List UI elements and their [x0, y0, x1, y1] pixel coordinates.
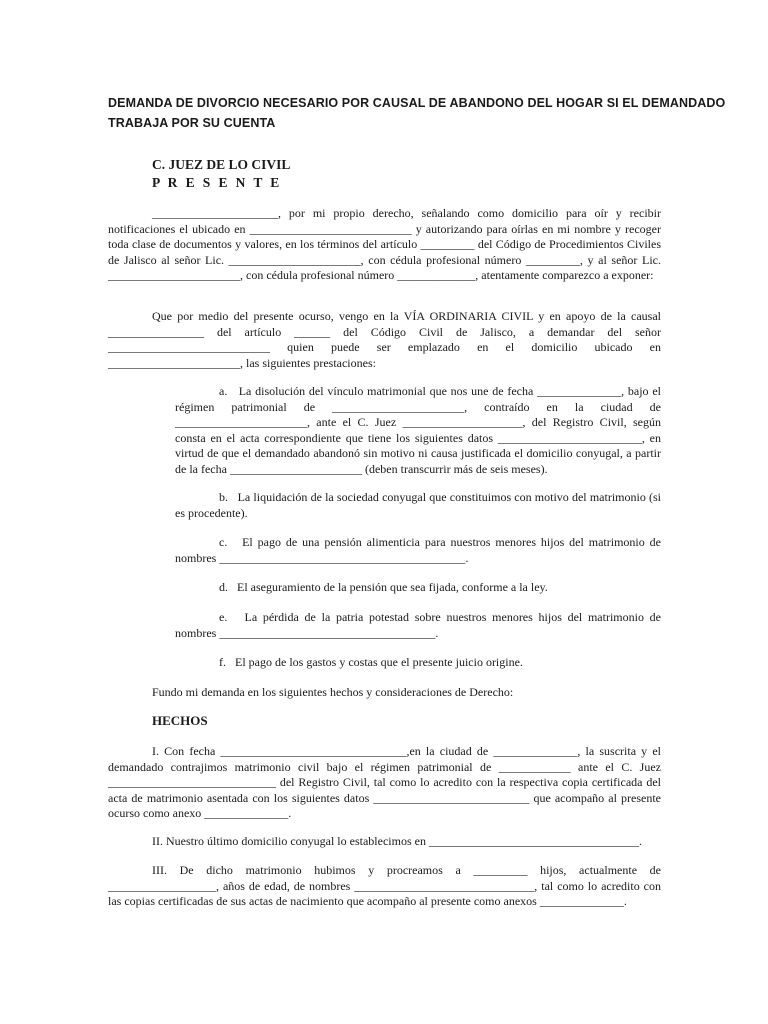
hecho-paragraph: III. De dicho matrimonio hubimos y procreamos a _________ hijos, actualmente de __________________, años de edad, de nombres ______________________________, tal como lo acredito con las copias certificadas de sus actas de nacimiento que acompaño al presente como anexos ______________.	[108, 863, 661, 908]
item-marker: d.	[219, 580, 228, 594]
fundo-paragraph: Fundo mi demanda en los siguientes hechos y consideraciones de Derecho:	[152, 685, 514, 699]
item-text: El aseguramiento de la pensión que sea fijada, conforme a la ley.	[237, 580, 548, 594]
item-text: El pago de los gastos y costas que el presente juicio origine.	[235, 655, 523, 669]
addressee: C. JUEZ DE LO CIVIL	[152, 157, 291, 172]
intro-paragraph: _____________________, por mi propio derecho, señalando como domicilio para oír y recibir notificaciones el ubicado en ___________________________ y autorizando para oírlas en mi nombre y recoger toda clase de documentos y valores, en los términos del artículo _________ del Código de Procedimientos Civiles de Jalisco al señor Lic. ______________________, con cédula profesional número _________, y al señor Lic. ______________________, con cédula profesional número _____________, atentamente comparezco a exponer:	[108, 206, 661, 282]
list-item	[175, 580, 661, 596]
present-label: P R E S E N T E	[152, 175, 282, 190]
hecho-paragraph: I. Con fecha _______________________________,en la ciudad de ______________, la suscrita y el demandado contrajimos matrimonio civil bajo el régimen patrimonial de ____________ ante el C. Juez ____________________________ del Registro Civil, tal como lo acredito con la respectiva copia certificada del acta de matrimonio asentada con los siguientes datos __________________________ que acompaño al presente ocurso como anexo ______________.	[108, 744, 661, 820]
hechos-heading: HECHOS	[152, 713, 208, 728]
item-marker: e.	[219, 610, 228, 624]
list-item	[175, 490, 661, 521]
item-marker: a.	[219, 384, 228, 398]
item-marker: b.	[219, 490, 228, 504]
petition-paragraph: Que por medio del presente ocurso, vengo en la VÍA ORDINARIA CIVIL y en apoyo de la causal ________________ del artículo ______ del Código Civil de Jalisco, a demandar del señor ___________________________ quien puede ser emplazado en el domicilio ubicado en ______________________, las siguientes prestaciones:	[108, 309, 661, 370]
title-line-2: TRABAJA POR SU CUENTA	[108, 116, 276, 130]
item-text: La pérdida de la patria potestad sobre nuestros menores hijos del matrimonio de nombres ____________________________________.	[175, 610, 661, 640]
title-line-1: DEMANDA DE DIVORCIO NECESARIO POR CAUSAL DE ABANDONO DEL HOGAR SI EL DEMANDADO	[108, 96, 726, 110]
list-item	[175, 535, 661, 566]
item-text: El pago de una pensión alimenticia para nuestros menores hijos del matrimonio de nombres _________________________________________.	[175, 535, 662, 565]
list-item	[175, 384, 661, 477]
list-item	[175, 610, 661, 641]
item-text: La liquidación de la sociedad conyugal que constituimos con motivo del matrimonio (si es procedente).	[175, 490, 662, 520]
list-item	[175, 655, 661, 671]
item-text: La disolución del vínculo matrimonial que nos une de fecha ______________, bajo el régimen patrimonial de ______________________, contraído en la ciudad de ______________________, ante el C. Juez ____________________, del Registro Civil, según consta en el acta correspondiente que tiene los siguientes datos ________________________, en virtud de que el demandado abandonó sin motivo ni causa justificada el domicilio conyugal, a partir de la fecha ______________________ (deben transcurrir más de seis meses).	[175, 384, 662, 476]
item-marker: c.	[219, 535, 228, 549]
hecho-paragraph: II. Nuestro último domicilio conyugal lo establecimos en ___________________________________.	[152, 834, 642, 848]
document-title	[108, 93, 726, 133]
item-marker: f.	[219, 655, 226, 669]
addressee-block	[152, 156, 290, 192]
